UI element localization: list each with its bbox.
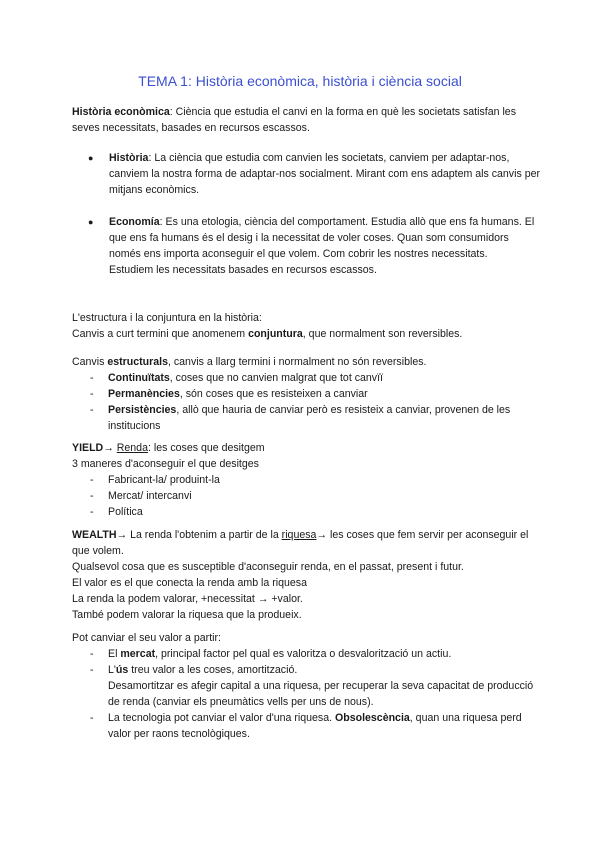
structural-text: , canvis a llarg termini i normalment no són reversibles. — [167, 356, 427, 368]
riquesa-term: riquesa — [281, 529, 317, 541]
list-item-text: , quan una riquesa perd valor per raons tecnològiques. — [108, 712, 522, 740]
bullet-dot-icon: ● — [88, 153, 94, 163]
value-heading: Pot canviar el seu valor a partir: — [72, 632, 221, 644]
list-item-text: El — [108, 648, 121, 660]
list-item-text: L' — [108, 664, 116, 676]
list-item: - Fabricant-la/ produint-la — [90, 474, 220, 486]
structure-heading: L'estructura i la conjuntura en la història: — [72, 312, 262, 324]
list-item-text: Fabricant-la/ produint-la — [108, 474, 220, 486]
list-item: - Permanències, són coses que es resisteixen a canviar — [90, 388, 368, 400]
bullet-term: Història — [109, 152, 149, 164]
structure-text: , que normalment son reversibles. — [302, 328, 463, 340]
bullet-text: : La ciència que estudia com canvien les societats, canviem per adaptar-nos, canviem la nostra forma de adaptar-nos socialment. Mirant com ens adaptem als canvis per mitjans econòmics. — [109, 152, 541, 196]
list-item-text: , coses que no canvien malgrat que tot canvïï — [169, 372, 383, 384]
list-item-text: Política — [108, 506, 143, 518]
list-item: - Mercat/ intercanvi — [90, 490, 192, 502]
list-item: - Persistències, allò que hauria de canviar però es resisteix a canviar, provenen de les institucions — [90, 404, 511, 432]
yield-text: : les coses que desitgem — [147, 442, 265, 454]
renda-term: Renda — [116, 442, 148, 454]
list-item: - L'ús treu valor a les coses, amortització. Desamortitzar es afegir capital a una riquesa, per recuperar la seva capacitat de producció de renda (canviar els pneumàtics vells per uns de nous). — [72, 662, 542, 710]
structural-term: estructurals — [107, 356, 168, 368]
list-item: - El mercat, principal factor pel qual es valoritza o desvalorització un actiu. — [90, 648, 452, 660]
list-item-term: Persistències — [108, 404, 177, 416]
bullet-term: Economía — [109, 216, 160, 228]
page-title: TEMA 1: Història econòmica, història i ciència social — [138, 73, 462, 89]
list-item-text: , són coses que es resisteixen a canviar — [179, 388, 368, 400]
structure-text: Canvis a curt termini que anomenem — [72, 328, 249, 340]
value-section — [72, 630, 542, 742]
list-item: - Política — [90, 506, 143, 518]
list-item-term: ús — [115, 664, 129, 676]
list-item-text: La tecnologia pot canviar el valor d'una riquesa. — [108, 712, 335, 724]
intro-paragraph — [72, 104, 542, 136]
yield-section — [72, 440, 542, 520]
list-item: - Continuïtats, coses que no canvien malgrat que tot canvïï — [90, 372, 383, 384]
bullet-item-historia — [72, 150, 542, 198]
list-item-text: , principal factor pel qual es valoritza o desvalorització un actiu. — [155, 648, 452, 660]
list-item: - La tecnologia pot canviar el valor d'una riquesa. Obsolescència, quan una riquesa perd valor per raons tecnològiques. — [90, 712, 522, 740]
wealth-line: També podem valorar la riquesa que la produeix. — [72, 609, 302, 621]
bullet-list — [72, 150, 542, 278]
wealth-line: Qualsevol cosa que es susceptible d'aconseguir renda, en el passat, present i futur. — [72, 561, 464, 573]
bullet-extra-text: Estudiem les necessitats basades en recursos escassos. — [109, 264, 377, 276]
list-item-text: Mercat/ intercanvi — [108, 490, 192, 502]
list-item-subtext: Desamortitzar es afegir capital a una riquesa, per recuperar la seva capacitat de producció de renda (canviar els pneumàtics vells per uns de nous). — [108, 680, 534, 708]
arrow-text: → — [103, 442, 117, 454]
wealth-line: La renda la podem valorar, +necessitat → +valor. — [72, 593, 303, 605]
structural-text: Canvis — [72, 356, 108, 368]
bullet-dot-icon: ● — [88, 217, 94, 227]
intro-term: Història econòmica — [72, 106, 170, 118]
wealth-line: El valor es el que conecta la renda amb la riquesa — [72, 577, 307, 589]
list-item-text: treu valor a les coses, amortització. — [128, 664, 298, 676]
yield-term: YIELD — [72, 442, 104, 454]
list-item-term: mercat — [120, 648, 156, 660]
wealth-text: → La renda l'obtenim a partir de la — [116, 529, 282, 541]
bullet-item-economia — [72, 214, 542, 278]
intro-text: : Ciència que estudia el canvi en la forma en què les societats satisfan les seves necessitats, basades en recursos escassos. — [72, 106, 516, 134]
yield-line: 3 maneres d'aconseguir el que desitges — [72, 458, 259, 470]
wealth-text: → les coses que fem servir per aconseguir el que volem. — [72, 529, 529, 557]
wealth-term: WEALTH — [72, 529, 117, 541]
list-item-term: Permanències — [108, 388, 180, 400]
list-item-term: Continuïtats — [108, 372, 170, 384]
structural-section — [72, 354, 542, 434]
bullet-text: : Es una etologia, ciència del comportament. Estudia allò que ens fa humans. El que ens fa humans és el desig i la necessitat de voler coses. Quan som consumidors només ens importa aconseguir el que volem. Com cobrir les nostres necessitats. — [109, 216, 535, 260]
wealth-section — [72, 527, 542, 623]
structure-term: conjuntura — [248, 328, 303, 340]
structure-section — [72, 310, 542, 342]
list-item-text: , allò que hauria de canviar però es resisteix a canviar, provenen de les institucions — [108, 404, 511, 432]
list-item-term: Obsolescència — [335, 712, 410, 724]
